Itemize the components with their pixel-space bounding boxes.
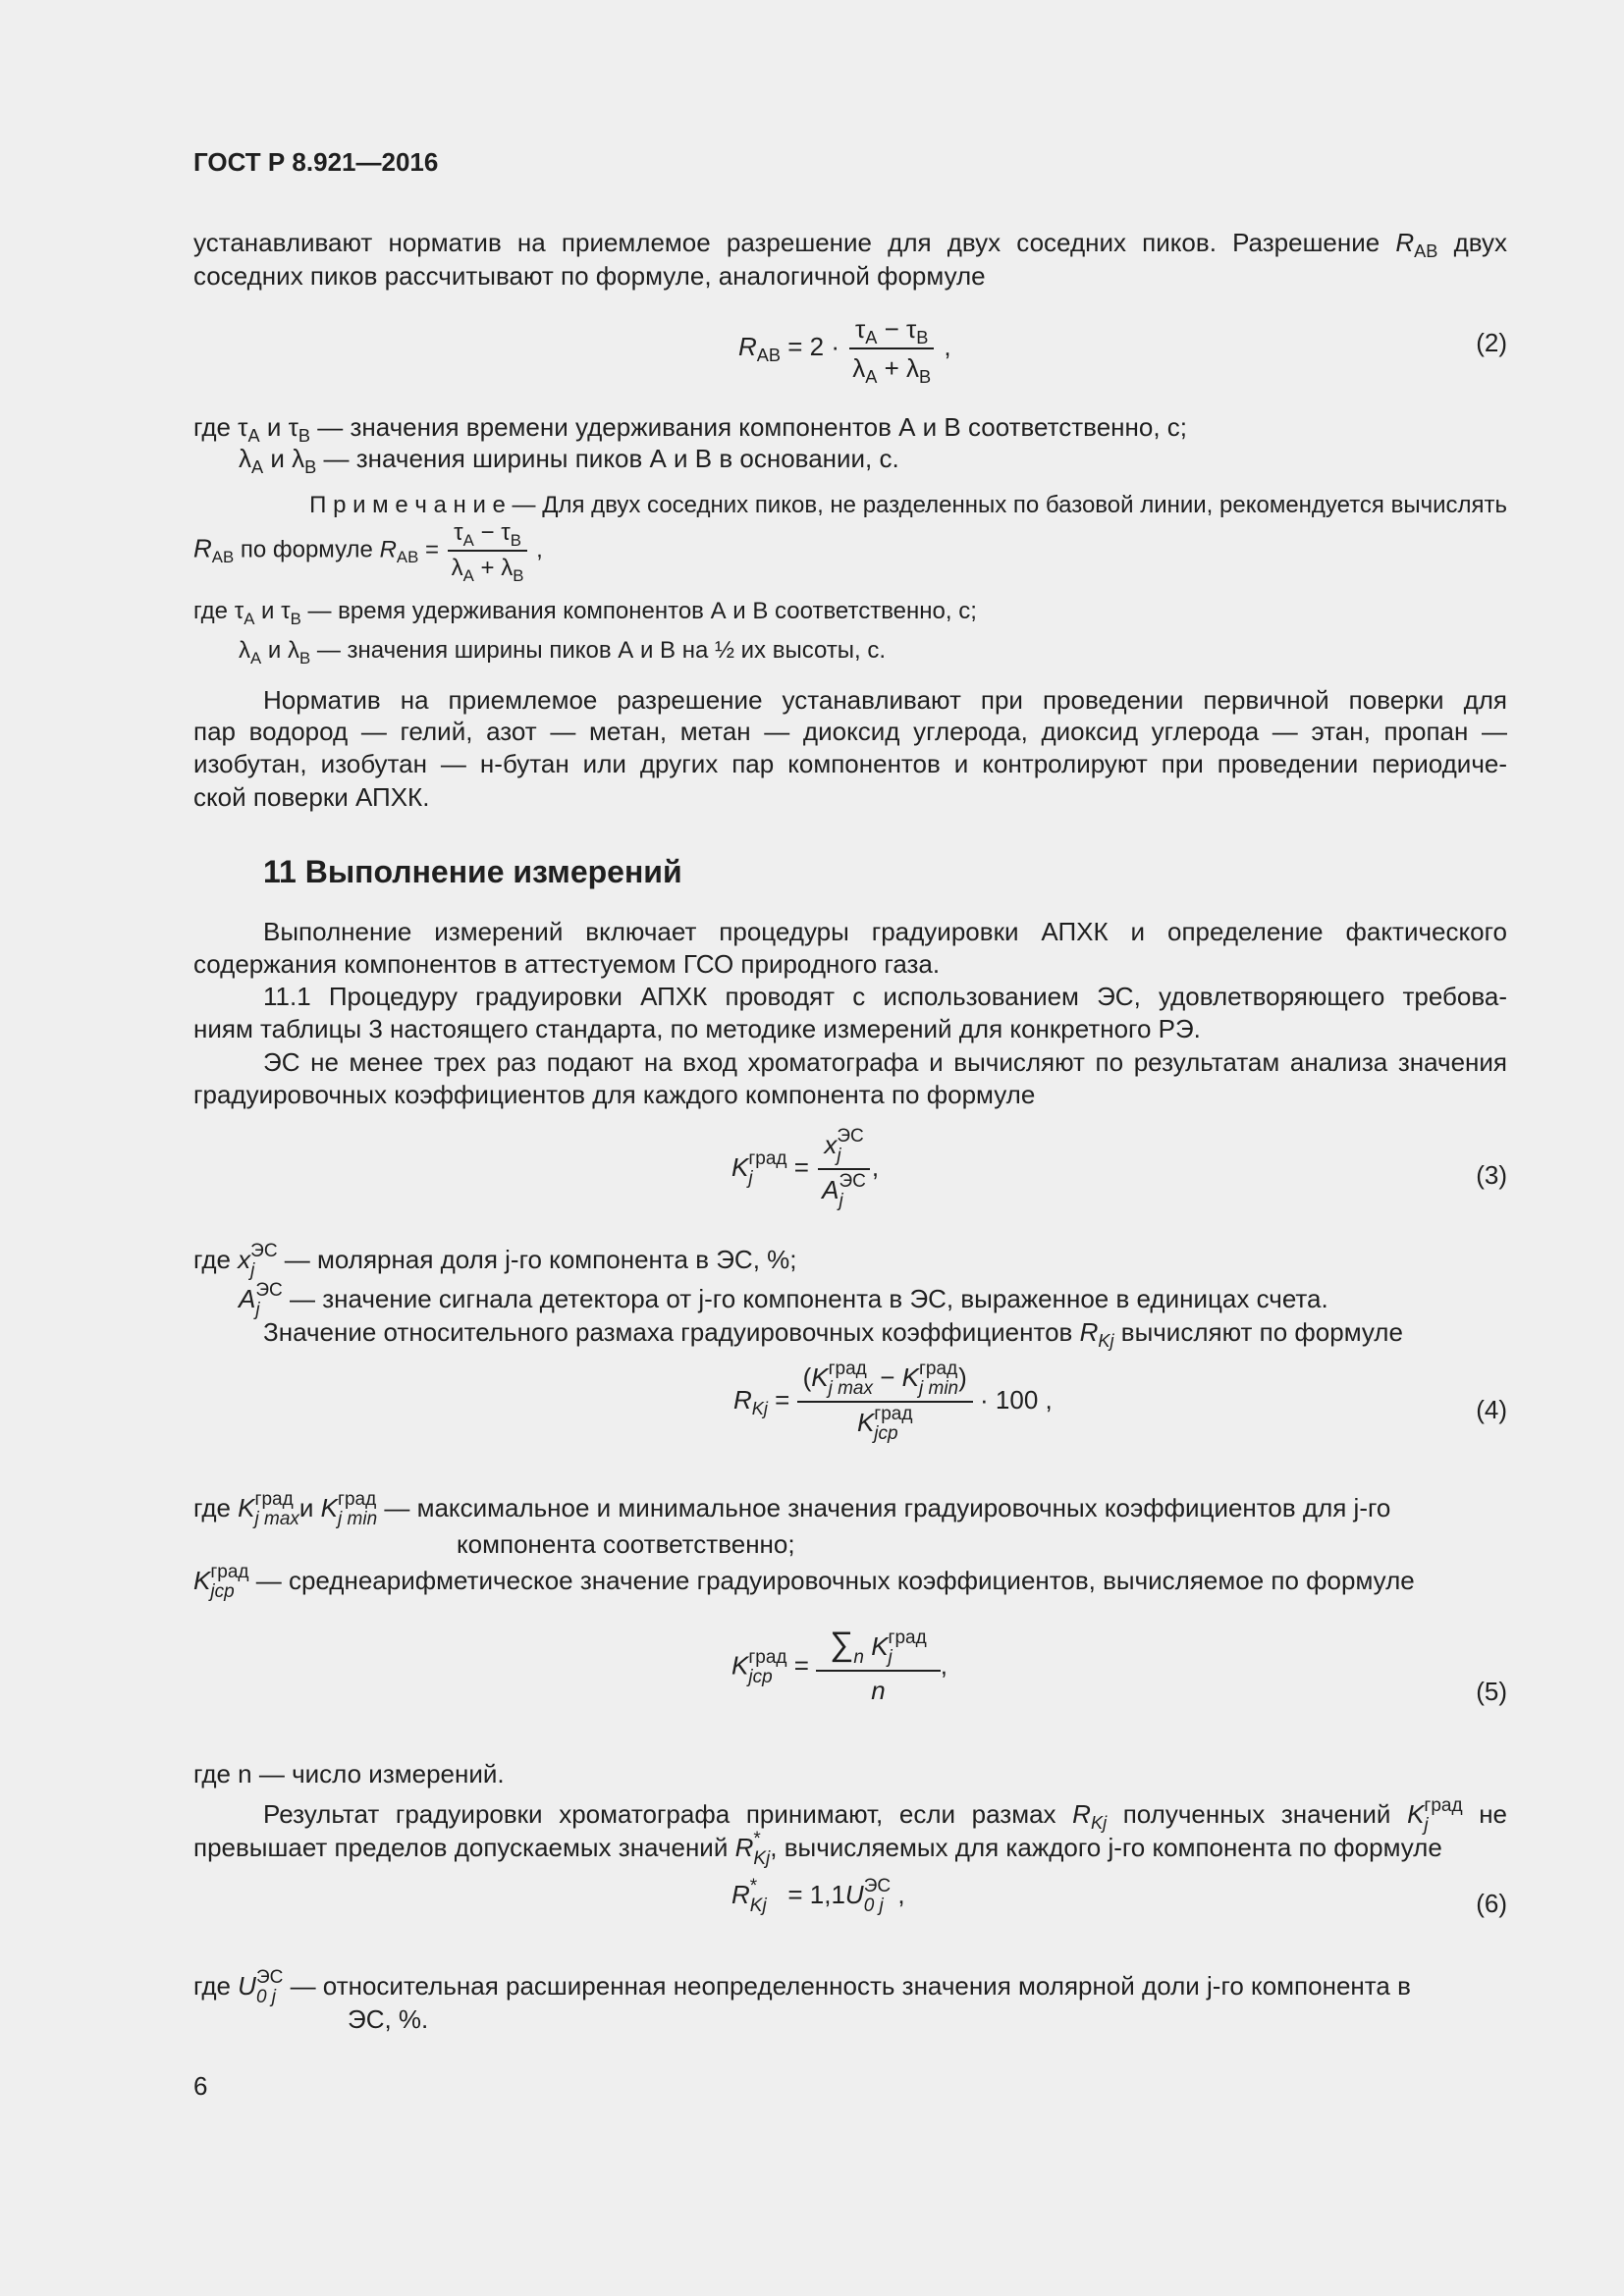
eq6-where-1: где U ЭС 0 j — относительная расширенная неопределенность значения молярной доли j-го компонента в — [193, 1967, 1411, 2007]
eq3-where-2: A ЭС j — значение сигнала детектора от j-го компонента в ЭС, выраженное в единицах счета. — [239, 1280, 1328, 1320]
p1-line-2: содержания компонентов в аттестуемом ГСО природного газа. — [193, 949, 941, 979]
equation-3-number: (3) — [1476, 1160, 1507, 1190]
equation-4: $R_{Kj}$ = (K град j max − K град j min ) K град jср · 100 , (4) — [733, 1359, 1507, 1444]
p111-line-2: ниям таблицы 3 настоящего стандарта, по методике измерений для конкретного РЭ. — [193, 1014, 1201, 1043]
intro-line-2: соседних пиков рассчитывают по формуле, аналогичной формуле — [193, 261, 986, 291]
eq6-where-2: ЭС, %. — [348, 2004, 429, 2034]
equation-6-number: (6) — [1476, 1889, 1507, 1918]
note-formula: $R_{AB}$ по формуле $R_{AB}$ = $\frac{\tau_A - \tau_B}{\lambda_A + \lambda_B}$ , — [193, 519, 543, 585]
equation-4-number: (4) — [1476, 1395, 1507, 1424]
eq4-where-2: компонента соответственно; — [457, 1529, 795, 1559]
note-where-2: $\lambda_A$ и $\lambda_B$ — значения ширины пиков А и В на ½ их высоты, с. — [239, 637, 887, 667]
equation-2-number: (2) — [1476, 328, 1507, 357]
p1-line-1: Выполнение измерений включает процедуры градуировки АПХК и определение фактического — [263, 917, 1507, 946]
document-header: ГОСТ Р 8.921—2016 — [193, 147, 439, 177]
eq4-where-1: где K град j max и K град j min — максимальное и минимальное значения градуировочных коэффициентов для j-го — [193, 1489, 1391, 1529]
p111-line-1: 11.1 Процедуру градуировки АПХК проводят с использованием ЭС, удовлетворяющего требова- — [263, 982, 1507, 1011]
p-range: Значение относительного размаха градуировочных коэффициентов $R_{Kj}$ вычисляют по формуле — [263, 1317, 1403, 1352]
eq5-where: где n — число измерений. — [193, 1759, 505, 1789]
p-es-line-2: градуировочных коэффициентов для каждого компонента по формуле — [193, 1080, 1036, 1109]
eq4-where-3: K град jср — среднеарифметическое значение градуировочных коэффициентов, вычисляемое по формуле — [193, 1562, 1415, 1602]
eq2-where-2: $\lambda_A$ и $\lambda_B$ — значения ширины пиков А и В в основании, с. — [239, 444, 899, 478]
section-title: 11 Выполнение измерений — [263, 854, 682, 889]
p-es-line-1: ЭС не менее трех раз подают на вход хроматографа и вычисляют по результатам анализа значения — [263, 1047, 1507, 1077]
para-norm-3: изобутан, изобутан — н-бутан или других пар компонентов и контролируют при проведении периодиче- — [193, 749, 1507, 778]
note-where-1: где $\tau_A$ и $\tau_B$ — время удерживания компонентов А и В соответственно, с; — [193, 598, 977, 628]
page-number: 6 — [193, 2071, 208, 2101]
equation-6: R * Kj = 1,1U ЭС 0 j , (6) — [731, 1876, 1507, 1918]
equation-3: K град j = x ЭС j A ЭС j , (3) — [731, 1126, 1507, 1211]
para-norm-4: ской поверки АПХК. — [193, 782, 430, 812]
note-line-1: П р и м е ч а н и е — Для двух соседних пиков, не разделенных по базовой линии, рекомендуется вычислять — [309, 492, 1507, 518]
para-norm-1: Норматив на приемлемое разрешение устанавливают при проведении первичной поверки для — [263, 685, 1507, 715]
equation-2: $R_{AB} = 2$ · $\frac{\tau_A - \tau_B}{\lambda_A + \lambda_B}$ , (2) — [738, 314, 1507, 388]
p-result-2: превышает пределов допускаемых значений R * Kj , вычисляемых для каждого j-го компонента по формуле — [193, 1829, 1442, 1869]
equation-5: K град jср = ∑ n K град j n , (5) — [731, 1626, 1507, 1706]
eq2-where-1: где $\tau_A$ и $\tau_B$ — значения времени удерживания компонентов А и В соответственно, с; — [193, 412, 1188, 447]
para-norm-2: пар водород — гелий, азот — метан, метан — диоксид углерода, диоксид углерода — этан, пропан — — [193, 717, 1507, 746]
equation-5-number: (5) — [1476, 1677, 1507, 1706]
p-result-1: Результат градуировки хроматографа принимают, если размах $R_{Kj}$ полученных значений K град j не — [263, 1795, 1508, 1836]
intro-line-1: устанавливают норматив на приемлемое разрешение для двух соседних пиков. Разрешение $R_{AB}$ двух — [193, 228, 1508, 262]
eq3-where-1: где x ЭС j — молярная доля j-го компонента в ЭС, %; — [193, 1241, 797, 1281]
